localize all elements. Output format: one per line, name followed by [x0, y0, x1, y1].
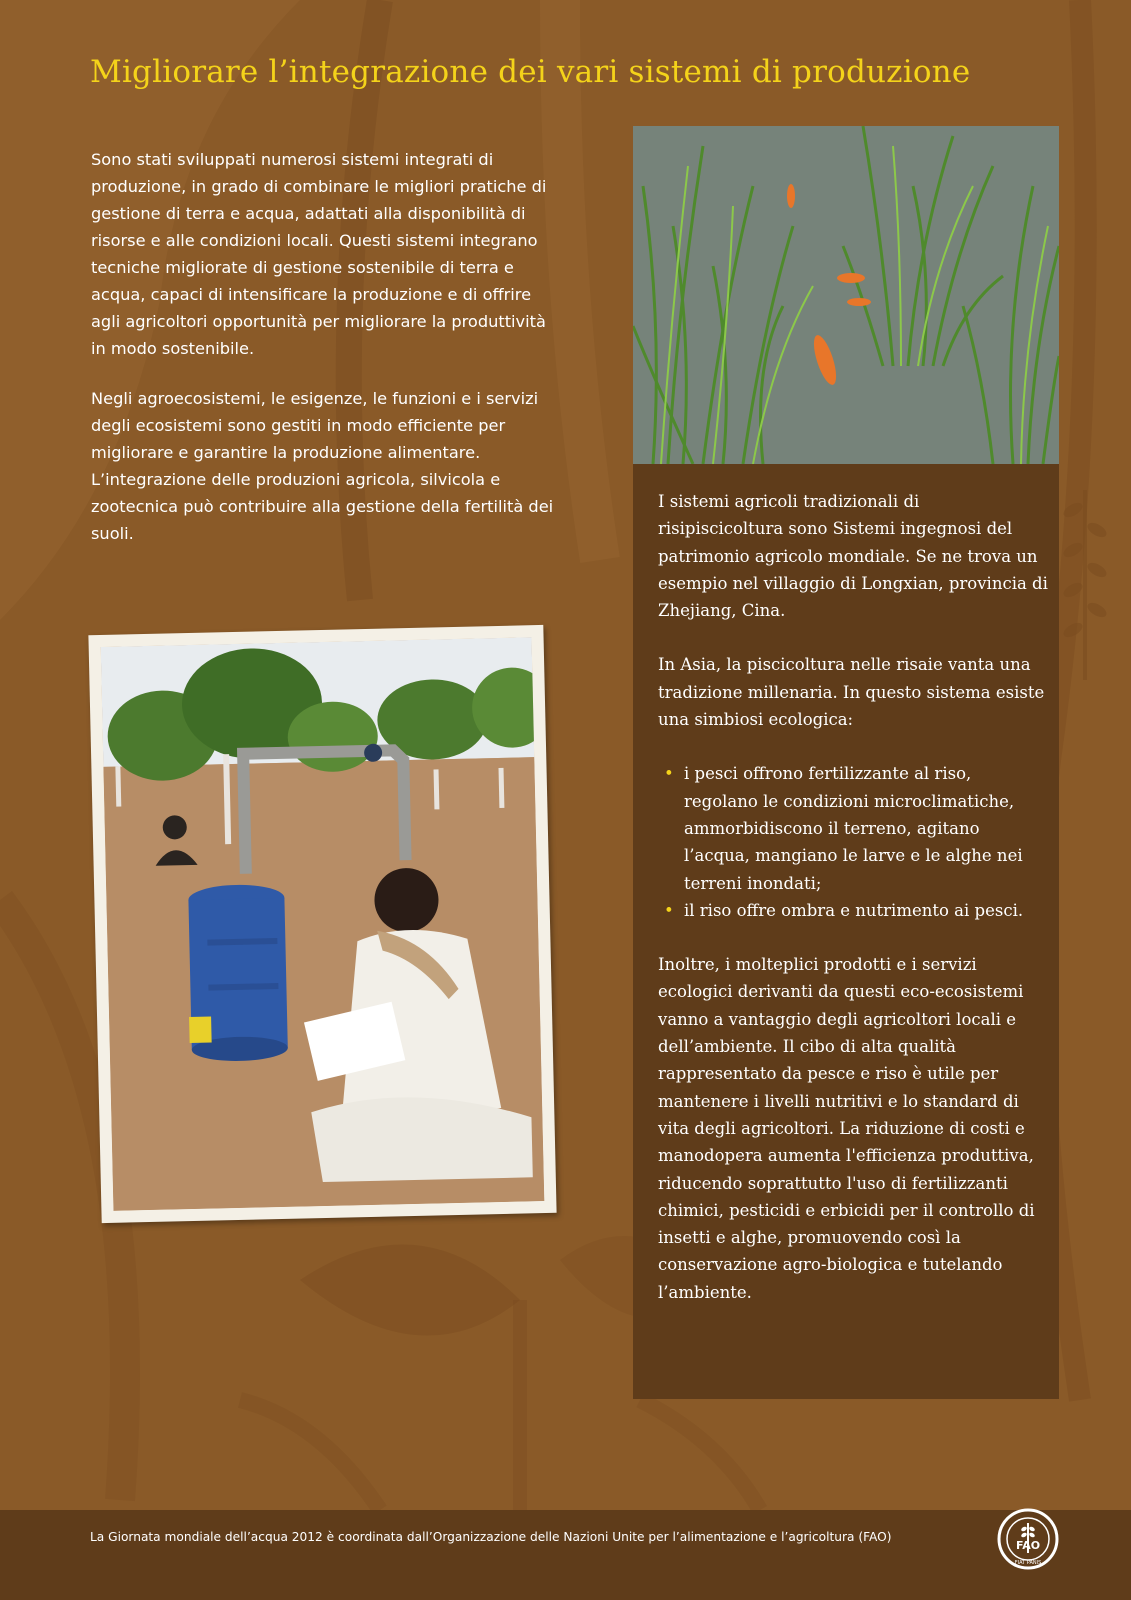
list-item-text: il riso offre ombra e nutrimento ai pesci.	[684, 900, 1024, 920]
list-item-text: i pesci offrono fertilizzante al riso, regolano le condizioni microclimatiche, ammorbidiscono il terreno, agitano l’acqua, mangiano le larve e le alghe nei terreni inondati;	[684, 764, 1023, 893]
intro-text	[91, 146, 561, 570]
bullet-icon: •	[664, 764, 674, 784]
fao-logo-motto: FIAT PANIS	[1014, 1560, 1042, 1566]
panel-paragraph-1: I sistemi agricoli tradizionali di risipiscicoltura sono Sistemi ingegnosi del patrimonio agricolo mondiale. Se ne trova un esempio nel villaggio di Longxian, provincia di Zhejiang, Cina.	[658, 492, 1048, 621]
fao-logo-text: FAO	[1015, 1539, 1041, 1552]
rice-field-fish-photo	[633, 126, 1059, 464]
page-title: Migliorare l’integrazione dei vari sistemi di produzione	[90, 54, 971, 90]
info-panel-text	[658, 488, 1048, 1333]
farmer-photo-frame	[88, 625, 556, 1223]
symbiosis-list	[658, 760, 1048, 924]
footer-text: La Giornata mondiale dell’acqua 2012 è coordinata dall’Organizzazione delle Nazioni Unite per l’alimentazione e l’agricoltura (FAO)	[90, 1530, 892, 1544]
fao-logo	[996, 1507, 1060, 1571]
bullet-icon: •	[664, 900, 674, 920]
intro-paragraph-2: Negli agroecosistemi, le esigenze, le funzioni e i servizi degli ecosistemi sono gestiti in modo efficiente per migliorare e garantire la produzione alimentare. L’integrazione delle produzioni agricola, silvicola e zootecnica può contribuire alla gestione della fertilità dei suoli.	[91, 389, 554, 543]
panel-paragraph-3: Inoltre, i molteplici prodotti e i servizi ecologici derivanti da questi eco-ecosistemi vanno a vantaggio degli agricoltori locali e dell’ambiente. Il cibo di alta qualità rappresentato da pesce e riso è utile per mantenere i livelli nutritivi e lo standard di vita degli agricoltori. La riduzione di costi e manodopera aumenta l'efficienza produttiva, riducendo soprattutto l'uso di fertilizzanti chimici, pesticidi e erbicidi per il controllo di insetti e alghe, promuovendo così la conservazione agro-biologica e tutelando l’ambiente.	[658, 955, 1035, 1302]
footer-bar	[0, 1510, 1131, 1600]
list-item	[658, 760, 1048, 896]
list-item	[658, 897, 1048, 924]
intro-paragraph-1: Sono stati sviluppati numerosi sistemi integrati di produzione, in grado di combinare le migliori pratiche di gestione di terra e acqua, adattati alla disponibilità di risorse e alle condizioni locali. Questi sistemi integrano tecniche migliorate di gestione sostenibile di terra e acqua, capaci di intensificare la produzione e di offrire agli agricoltori opportunità per migliorare la produttività in modo sostenibile.	[91, 150, 547, 358]
panel-paragraph-2: In Asia, la piscicoltura nelle risaie vanta una tradizione millenaria. In questo sistema esiste una simbiosi ecologica:	[658, 655, 1045, 730]
farmer-writing-photo	[101, 637, 545, 1211]
